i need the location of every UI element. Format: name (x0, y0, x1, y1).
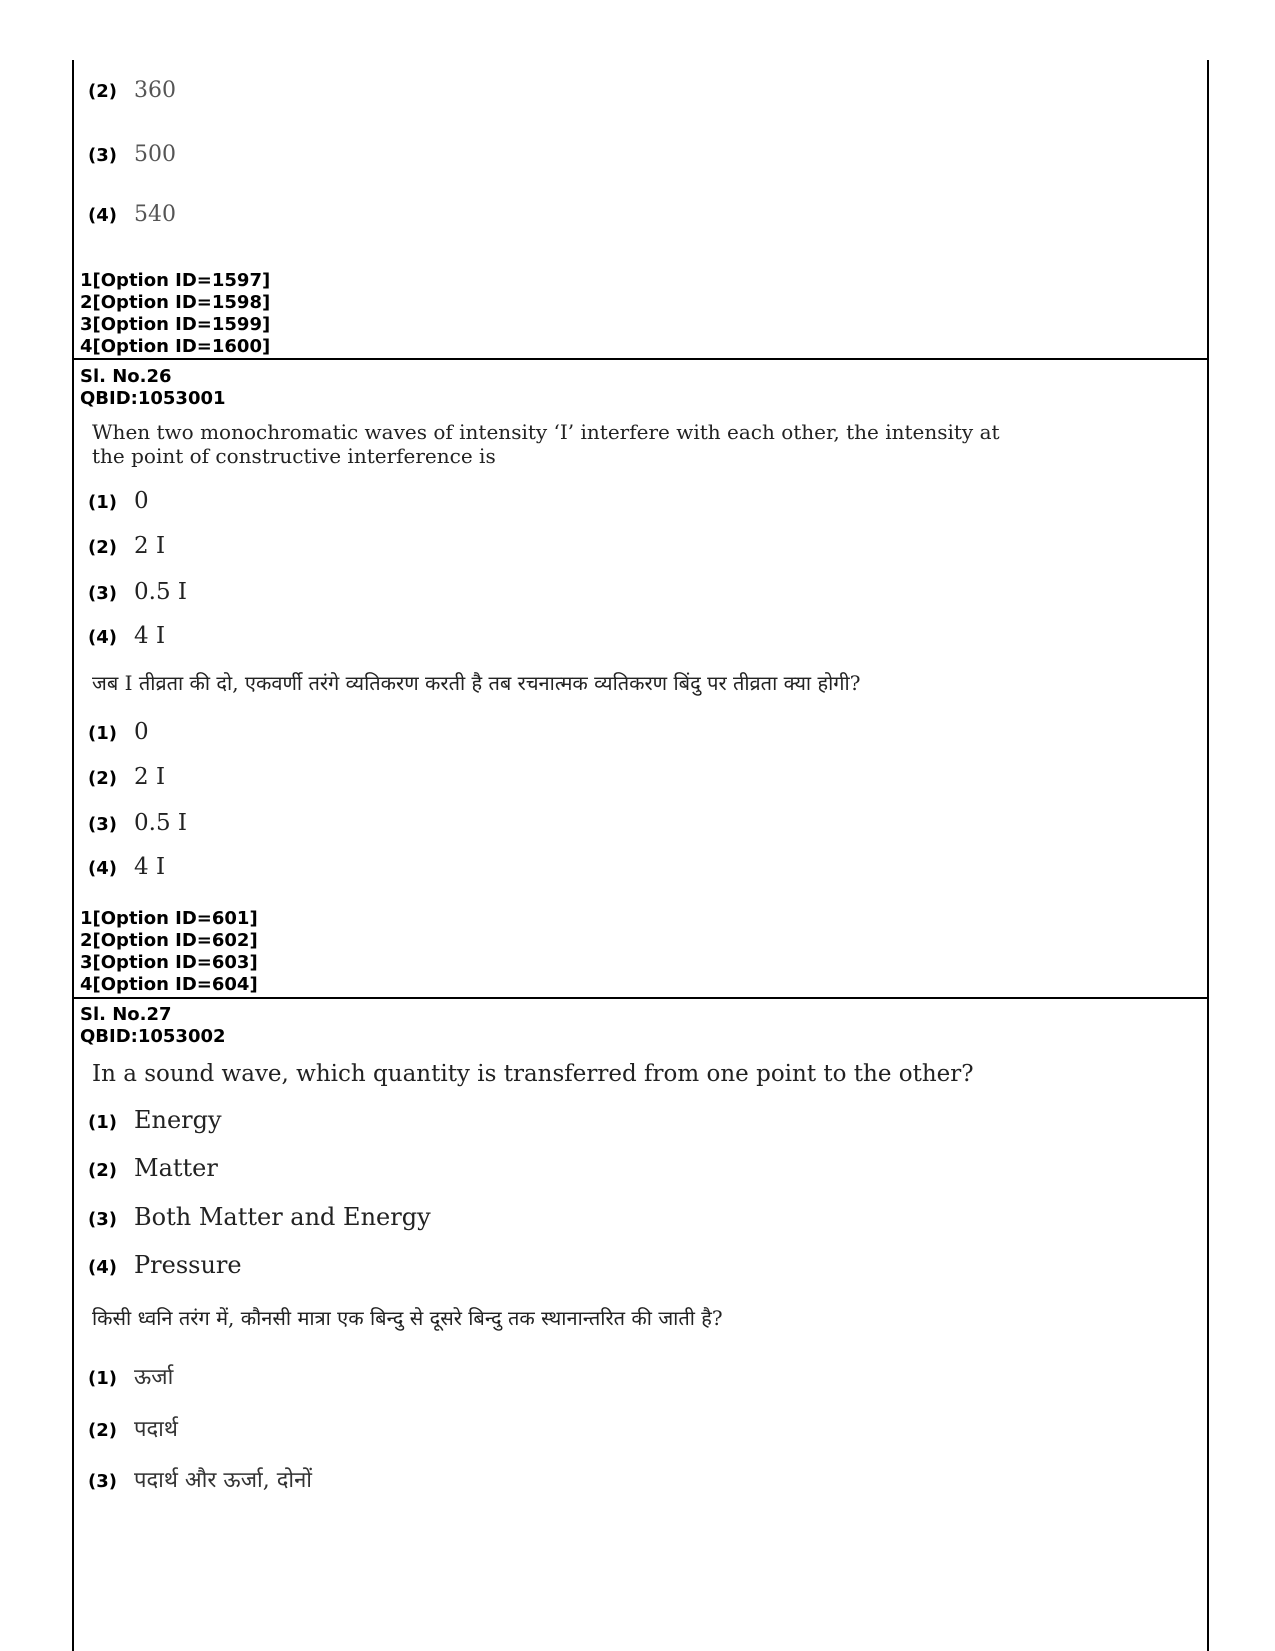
question-text-english: In a sound wave, which quantity is transferred from one point to the other? (92, 1061, 974, 1087)
option-id: 1[Option ID=1597] (80, 270, 271, 291)
option-number: (1) (88, 1112, 117, 1133)
option-text: पदार्थ और ऊर्जा, दोनों (134, 1468, 312, 1493)
section-divider (74, 358, 1207, 360)
option-number: (2) (88, 1420, 117, 1441)
option-text: 4 I (134, 623, 166, 649)
option-id: 3[Option ID=603] (80, 952, 258, 973)
option-row (88, 1251, 242, 1279)
question-text-hindi: जब I तीव्रता की दो, एकवर्णी तरंगे व्यतिकरण करती है तब रचनात्मक व्यतिकरण बिंदु पर तीव्रता क्या होगी? (92, 671, 861, 695)
option-text: 2 I (134, 764, 166, 790)
option-text: 360 (134, 78, 176, 103)
question-header (80, 1004, 226, 1048)
question-text-english: When two monochromatic waves of intensity ‘I’ interfere with each other, the intensity at the point of constructive interference is (92, 420, 1000, 468)
option-text: 2 I (134, 533, 166, 559)
option-id-list (80, 270, 270, 358)
option-number: (3) (88, 145, 117, 166)
qbid: QBID:1053002 (80, 1026, 226, 1047)
option-id: 2[Option ID=602] (80, 930, 258, 951)
option-number: (4) (88, 627, 117, 648)
option-id: 3[Option ID=1599] (80, 314, 271, 335)
option-row (88, 623, 165, 649)
option-row (88, 579, 187, 605)
option-row (88, 1413, 178, 1443)
option-number: (3) (88, 1471, 117, 1492)
option-text: 4 I (134, 854, 166, 880)
option-text: Both Matter and Energy (134, 1203, 431, 1231)
option-row (88, 764, 165, 790)
option-id: 4[Option ID=1600] (80, 336, 271, 357)
section-divider (74, 997, 1207, 999)
option-text: 0 (134, 719, 149, 745)
option-row (88, 1464, 312, 1494)
option-row (88, 78, 176, 103)
option-text: 500 (134, 142, 176, 167)
option-row (88, 142, 176, 167)
option-number: (1) (88, 723, 117, 744)
option-row (88, 1203, 431, 1231)
option-row (88, 202, 176, 227)
option-text: पदार्थ (134, 1417, 178, 1442)
option-number: (1) (88, 492, 117, 513)
option-number: (2) (88, 768, 117, 789)
option-text: Pressure (134, 1251, 242, 1279)
option-row (88, 1106, 222, 1134)
option-number: (2) (88, 537, 117, 558)
option-id: 2[Option ID=1598] (80, 292, 271, 313)
option-row (88, 854, 165, 880)
option-id-list (80, 908, 258, 996)
serial-number: Sl. No.26 (80, 366, 172, 387)
option-row (88, 1361, 173, 1391)
option-text: 540 (134, 202, 176, 227)
option-number: (4) (88, 1257, 117, 1278)
option-id: 4[Option ID=604] (80, 974, 258, 995)
option-text: Energy (134, 1106, 222, 1134)
option-text: ऊर्जा (134, 1365, 174, 1390)
option-row (88, 488, 149, 514)
serial-number: Sl. No.27 (80, 1004, 172, 1025)
option-text: 0.5 I (134, 579, 187, 605)
option-number: (3) (88, 583, 117, 604)
question-header (80, 366, 226, 410)
option-row (88, 719, 149, 745)
question-text-hindi: किसी ध्वनि तरंग में, कौनसी मात्रा एक बिन्दु से दूसरे बिन्दु तक स्थानान्तरित की जाती है? (92, 1306, 723, 1330)
option-number: (2) (88, 1160, 117, 1181)
option-number: (1) (88, 1368, 117, 1389)
option-row (88, 810, 187, 836)
option-number: (4) (88, 858, 117, 879)
question-paper-sheet (72, 60, 1209, 1651)
option-text: 0.5 I (134, 810, 187, 836)
option-row (88, 533, 165, 559)
option-text: 0 (134, 488, 149, 514)
option-number: (2) (88, 81, 117, 102)
option-row (88, 1154, 218, 1182)
option-number: (4) (88, 205, 117, 226)
option-number: (3) (88, 814, 117, 835)
option-text: Matter (134, 1154, 218, 1182)
qbid: QBID:1053001 (80, 388, 226, 409)
option-id: 1[Option ID=601] (80, 908, 258, 929)
option-number: (3) (88, 1209, 117, 1230)
